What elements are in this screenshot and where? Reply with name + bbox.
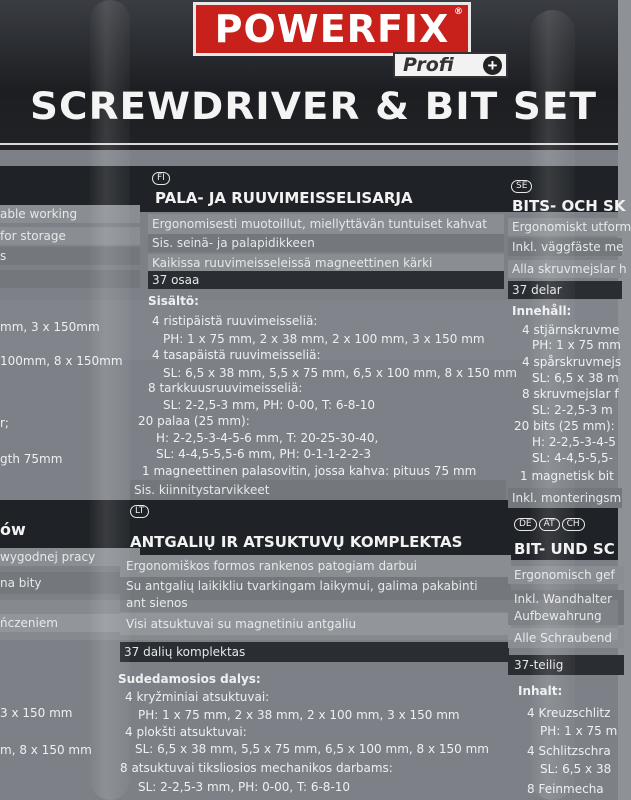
contents-line: PH: 1 x 75 mm, 2 x 38 mm, 2 x 100 mm, 3 x 150 mm bbox=[138, 708, 460, 722]
left-row: wygodnej pracy bbox=[0, 548, 140, 566]
contents-line: 20 palaa (25 mm): bbox=[138, 414, 250, 428]
contents-line: 20 bits (25 mm): bbox=[514, 419, 615, 433]
left-line: 100mm, 8 x 150mm bbox=[0, 354, 123, 368]
powerfix-logo bbox=[193, 2, 471, 56]
contents-line: PH: 1 x 75 mm bbox=[532, 338, 621, 352]
contents-line: SL: 2-2,5-3 mm, PH: 0-00, T: 6-8-10 bbox=[138, 780, 351, 794]
section-heading: BITS- OCH SK bbox=[512, 197, 626, 215]
contents-line: PH: 1 x 75 m bbox=[540, 724, 618, 738]
section-heading: ANTGALIŲ IR ATSUKTUVŲ KOMPLEKTAS bbox=[130, 533, 463, 551]
plastic-sheen bbox=[0, 600, 618, 640]
footer-row: Sis. kiinnitystarvikkeet bbox=[130, 480, 506, 500]
feature-row: ant sienos bbox=[120, 594, 511, 612]
contents-line: SL: 6,5 x 38 mm, 5,5 x 75 mm, 6,5 x 100 mm, 8 x 150 mm bbox=[135, 742, 489, 756]
left-line: mm, 3 x 150mm bbox=[0, 320, 100, 334]
contents-line: SL: 6,5 x 38 bbox=[540, 762, 612, 776]
contents-line: PH: 1 x 75 mm, 2 x 38 mm, 2 x 100 mm, 3 x 150 mm bbox=[163, 332, 485, 346]
profi-label: Profi bbox=[403, 54, 454, 76]
contents-label: Innehåll: bbox=[512, 304, 572, 318]
contents-label: Inhalt: bbox=[518, 684, 563, 698]
left-line: m, 8 x 150 mm bbox=[0, 743, 92, 757]
left-line: 3 x 150 mm bbox=[0, 706, 73, 720]
section-heading: BIT- UND SC bbox=[514, 540, 615, 558]
contents-line: 4 ristipäistä ruuvimeisseliä: bbox=[152, 314, 318, 328]
contents-line: 8 atsuktuvai tiksliosios mechanikos darbams: bbox=[120, 761, 393, 775]
contents-label: Sudedamosios dalys: bbox=[118, 672, 261, 686]
language-badge: CH bbox=[562, 518, 585, 531]
product-title: SCREWDRIVER & BIT SET bbox=[30, 85, 598, 128]
left-row: for storage bbox=[0, 227, 140, 245]
feature-row: Aufbewahrung bbox=[508, 607, 624, 625]
contents-line: H: 2-2,5-3-4-5 bbox=[532, 435, 616, 449]
brand-name: POWERFIX bbox=[214, 7, 450, 51]
registered-mark: ® bbox=[454, 7, 464, 17]
feature-row: Inkl. väggfäste me bbox=[508, 238, 622, 256]
feature-row: Inkl. Wandhalter bbox=[508, 590, 624, 608]
feature-row: Su antgalių laikikliu tvarkingam laikymui, galima pakabinti bbox=[120, 577, 511, 595]
feature-row: Ergonomisesti muotoillut, miellyttävän tuntuiset kahvat bbox=[148, 214, 504, 234]
contents-line: 4 tasapäistä ruuvimeisseliä: bbox=[152, 348, 321, 362]
contents-line: 4 spårskruvmejs bbox=[522, 355, 622, 369]
contents-line: 8 tarkkuusruuvimeisseliä: bbox=[148, 381, 303, 395]
contents-line: H: 2-2,5-3-4-5-6 mm, T: 20-25-30-40, bbox=[156, 431, 379, 445]
blister-tube bbox=[90, 0, 130, 800]
feature-row: Kaikissa ruuvimeisseleissä magneettinen kärki bbox=[148, 254, 504, 272]
contents-line: SL: 6,5 x 38 mm, 5,5 x 75 mm, 6,5 x 100 mm, 8 x 150 mm bbox=[163, 366, 517, 380]
language-code bbox=[130, 505, 151, 518]
plastic-sheen bbox=[0, 300, 618, 360]
contents-line: 4 plokšti atsuktuvai: bbox=[125, 725, 247, 739]
contents-line: 1 magnetisk bit bbox=[520, 469, 614, 483]
feature-row: Ergonomiskt utform bbox=[508, 218, 622, 236]
feature-row: Alla skruvmejslar h bbox=[508, 260, 622, 278]
contents-label: Sisältö: bbox=[148, 294, 199, 308]
language-badge: AT bbox=[539, 518, 560, 531]
feature-row: 37 dalių komplektas bbox=[120, 642, 509, 662]
feature-row: Alle Schraubend bbox=[508, 628, 624, 648]
left-row: able working bbox=[0, 205, 140, 223]
contents-line: SL: 2-2,5-3 mm, PH: 0-00, T: 6-8-10 bbox=[163, 398, 376, 412]
language-badge: LT bbox=[130, 505, 149, 518]
contents-line: 8 skruvmejslar f bbox=[522, 387, 619, 401]
section-heading: PALA- JA RUUVIMEISSELISARJA bbox=[155, 189, 413, 207]
contents-line: 4 Kreuzschlitz bbox=[527, 706, 611, 720]
feature-row: Ergonomiškos formos rankenos patogiam darbui bbox=[120, 555, 511, 577]
feature-row: Visi atsuktuvai su magnetiniu antgaliu bbox=[120, 613, 511, 635]
language-badge: FI bbox=[152, 172, 170, 185]
contents-line: SL: 6,5 x 38 m bbox=[532, 371, 619, 385]
feature-row: 37-teilig bbox=[508, 655, 624, 675]
left-row: na bity bbox=[0, 572, 140, 594]
contents-line: 4 Schlitzschra bbox=[527, 744, 611, 758]
profi-badge bbox=[393, 52, 508, 78]
contents-line: SL: 2-2,5-3 m bbox=[532, 403, 613, 417]
contents-line: SL: 4-4,5-5,5-6 mm, PH: 0-1-1-2-2-3 bbox=[156, 447, 371, 461]
feature-row: Sis. seinä- ja palapidikkeen bbox=[148, 234, 504, 252]
contents-line: 4 stjärnskruvme bbox=[522, 323, 620, 337]
language-badge: DE bbox=[514, 518, 537, 531]
contents-line: SL: 4-4,5-5,5- bbox=[532, 451, 613, 465]
language-code bbox=[152, 172, 172, 185]
contents-line: 8 Feinmecha bbox=[527, 782, 604, 796]
feature-row: 37 osaa bbox=[148, 271, 504, 289]
left-row: ńczeniem bbox=[0, 614, 140, 632]
contents-line: 4 kryžminiai atsuktuvai: bbox=[125, 690, 270, 704]
blister-tube bbox=[530, 10, 575, 800]
left-line: gth 75mm bbox=[0, 452, 63, 466]
contents-line: 1 magneettinen palasovitin, jossa kahva: pituus 75 mm bbox=[142, 464, 477, 478]
left-heading: ów bbox=[0, 520, 26, 539]
feature-row: Ergonomisch gef bbox=[508, 566, 624, 584]
language-badge: SE bbox=[511, 180, 532, 193]
left-row: s bbox=[0, 247, 140, 265]
plus-icon: + bbox=[483, 56, 502, 75]
left-line: r; bbox=[0, 416, 9, 430]
feature-row: 37 delar bbox=[508, 281, 622, 299]
footer-row: Inkl. monteringsm bbox=[508, 488, 622, 508]
